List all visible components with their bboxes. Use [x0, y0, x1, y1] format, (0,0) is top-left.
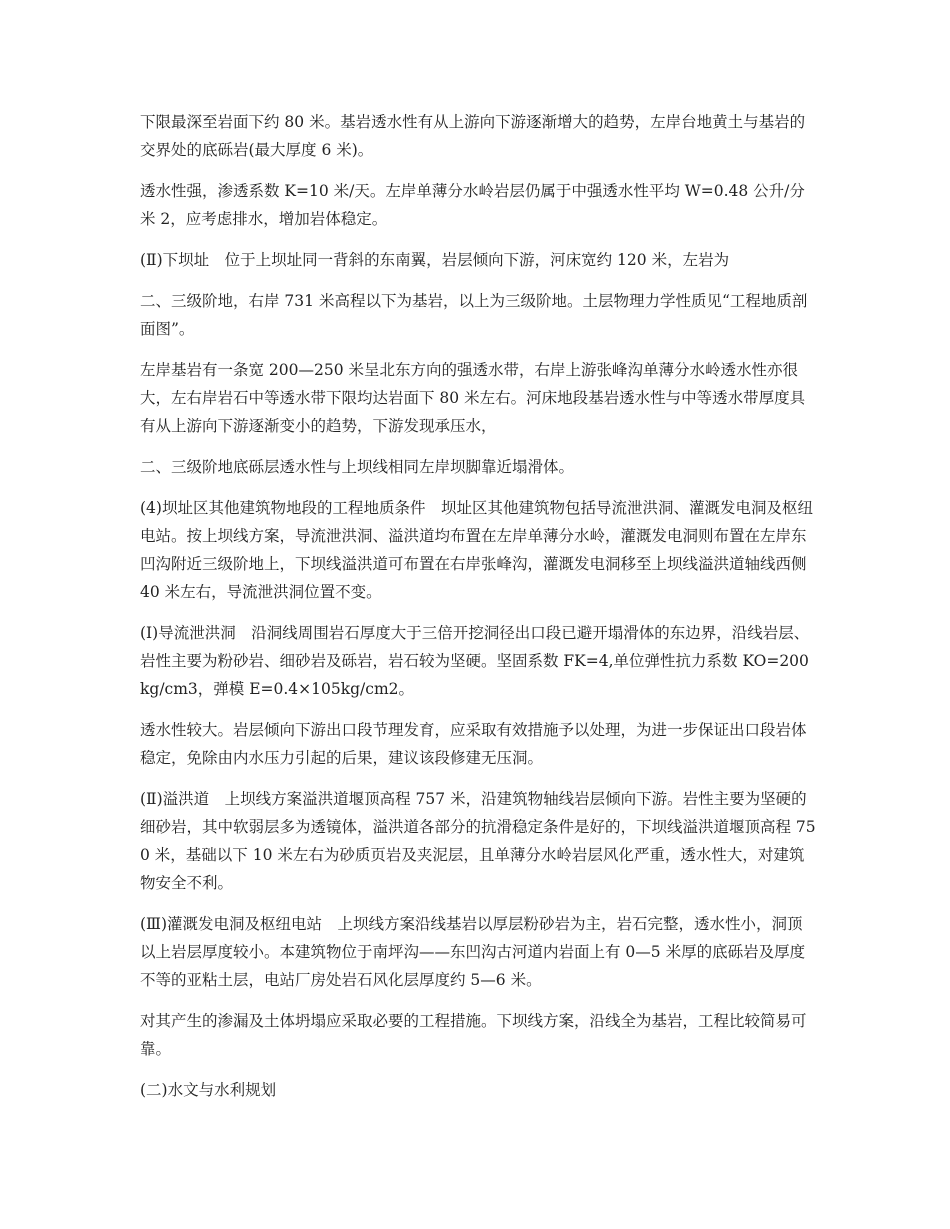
paragraph: (Ⅱ)下坝址 位于上坝址同一背斜的东南翼，岩层倾向下游，河床宽约 120 米，左岩为 [140, 251, 730, 269]
paragraph: 二、三级阶地底砾层透水性与上坝线相同左岸坝脚靠近塌滑体。 [140, 458, 575, 476]
paragraph: (4)坝址区其他建筑物地段的工程地质条件 坝址区其他建筑物包括导流泄洪洞、灌溉发电洞及枢纽电站。按上坝线方案，导流泄洪洞、溢洪道均布置在左岸单薄分水岭，灌溉发电洞则布置在左岸东凹沟附近三级阶地上，下坝线溢洪道可布置在右岸张峰沟，灌溉发电洞移至上坝线溢洪道轴线西侧 40 米左右，导流泄洪洞位置不变。 [140, 499, 813, 601]
paragraph: (Ⅲ)灌溉发电洞及枢纽电站 上坝线方案沿线基岩以厚层粉砂岩为主，岩石完整，透水性小，洞顶以上岩层厚度较小。本建筑物位于南坪沟——东凹沟古河道内岩面上有 0—5 米厚的底砾岩及厚度不等的亚粘土层，电站厂房处岩石风化层厚度约 5—6 米。 [140, 915, 806, 989]
paragraph: 左岸基岩有一条宽 200—250 米呈北东方向的强透水带，右岸上游张峰沟单薄分水岭透水性亦很大，左右岸岩石中等透水带下限均达岩面下 80 米左右。河床地段基岩透水性与中等透水带厚度具有从上游向下游逐渐变小的趋势，下游发现承压水， [140, 361, 806, 435]
paragraph: (Ⅱ)溢洪道 上坝线方案溢洪道堰顶高程 757 米，沿建筑物轴线岩层倾向下游。岩性主要为坚硬的细砂岩，其中软弱层多为透镜体，溢洪道各部分的抗滑稳定条件是好的，下坝线溢洪道堰顶高程 750 米，基础以下 10 米左右为砂质页岩及夹泥层，且单薄分水岭岩层风化严重，透水性大，对建筑物安全不利。 [140, 790, 816, 892]
paragraph: 对其产生的渗漏及土体坍塌应采取必要的工程措施。下坝线方案，沿线全为基岩，工程比较简易可靠。 [140, 1012, 807, 1058]
paragraph: 透水性强，渗透系数 K=10 米/天。左岸单薄分水岭岩层仍属于中强透水性平均 W=0.48 公升/分米 2，应考虑排水，增加岩体稳定。 [140, 182, 805, 228]
paragraph: 透水性较大。岩层倾向下游出口段节理发育，应采取有效措施予以处理，为进一步保证出口段岩体稳定，免除由内水压力引起的后果，建议该段修建无压洞。 [140, 721, 807, 767]
paragraph: (Ⅰ)导流泄洪洞 沿洞线周围岩石厚度大于三倍开挖洞径出口段已避开塌滑体的东边界，沿线岩层、岩性主要为粉砂岩、细砂岩及砾岩，岩石较为坚硬。坚固系数 FK=4,单位弹性抗力系数 KO=200kg/cm3，弹模 E=0.4×105kg/cm2。 [140, 624, 810, 698]
section-heading: (二)水文与水利规划 [140, 1081, 277, 1099]
paragraph: 下限最深至岩面下约 80 米。基岩透水性有从上游向下游逐渐增大的趋势，左岸台地黄土与基岩的交界处的底砾岩(最大厚度 6 米)。 [140, 113, 806, 159]
document-body [140, 108, 816, 1117]
paragraph: 二、三级阶地，右岸 731 米高程以下为基岩，以上为三级阶地。土层物理力学性质见“工程地质剖面图”。 [140, 292, 808, 338]
